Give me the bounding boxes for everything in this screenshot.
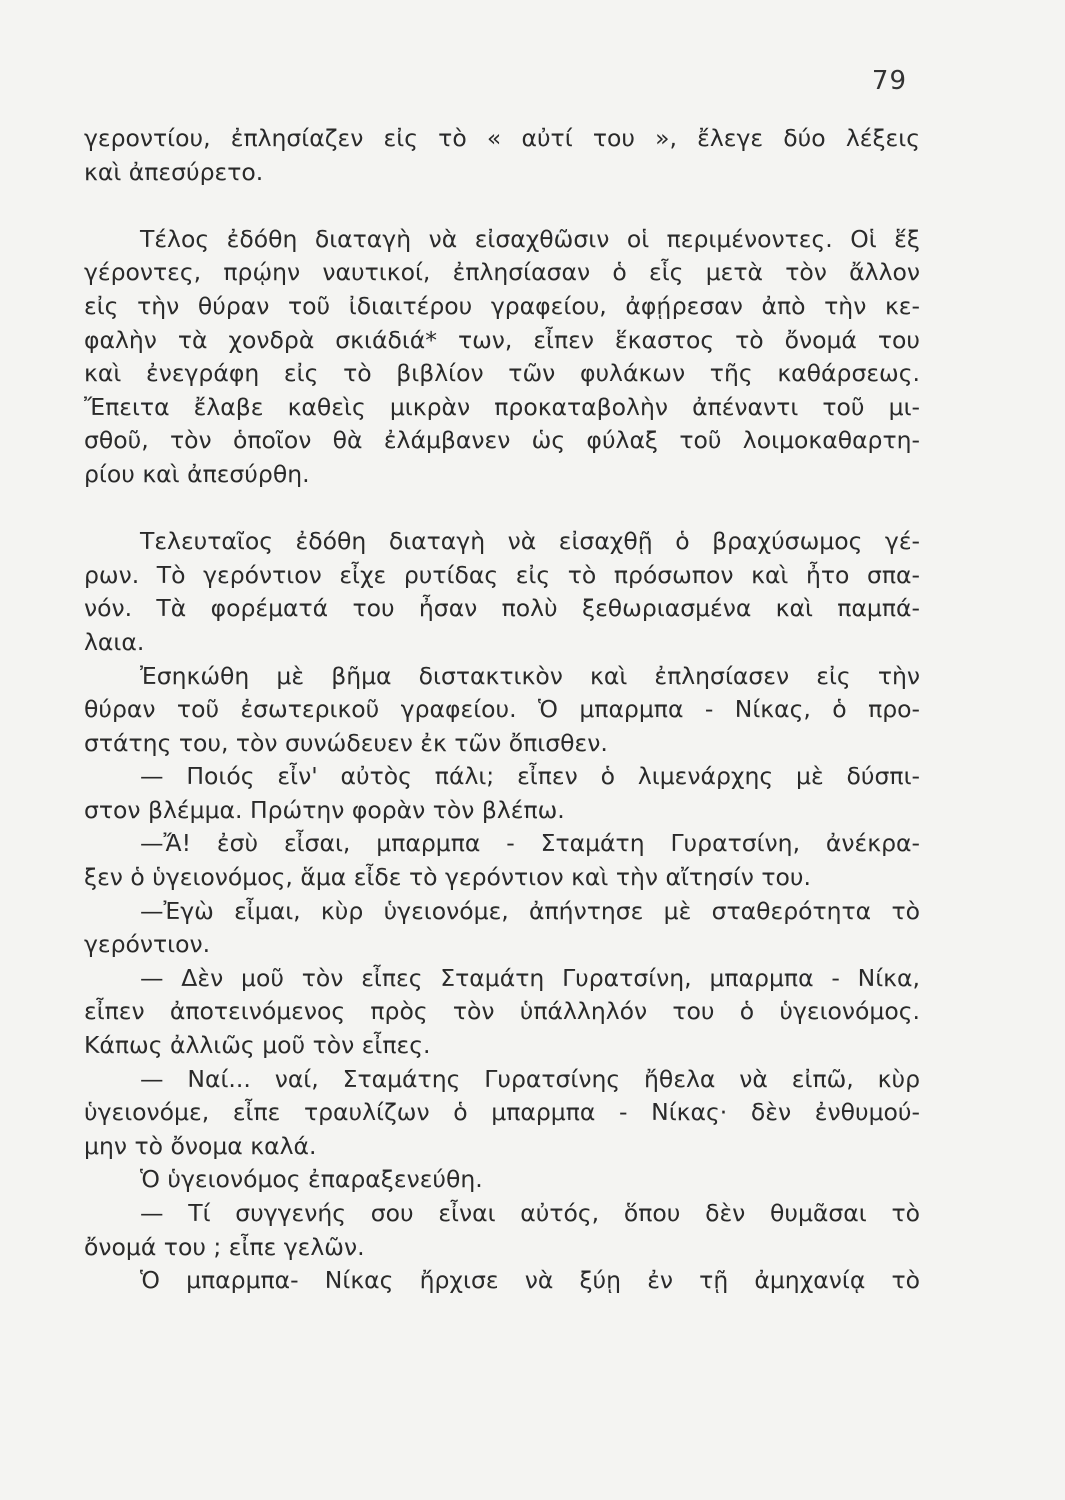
paragraph [84, 1197, 920, 1264]
text-line: σθοῦ, τὸν ὁποῖον θὰ ἐλάμβανεν ὡς φύλαξ τοῦ λοιμοκαθαρτη- [84, 426, 920, 455]
text-line: καὶ ἀπεσύρετο. [84, 157, 264, 186]
text-line: Τέλος ἐδόθη διαταγὴ νὰ εἰσαχθῶσιν οἱ περιμένοντες. Οἱ ἕξ [140, 224, 920, 253]
text-line: θύραν τοῦ ἐσωτερικοῦ γραφείου. Ὁ μπαρμπα - Νίκας, ὁ προ- [84, 695, 920, 724]
text-line: Κάπως ἀλλιῶς μοῦ τὸν εἶπες. [84, 1031, 431, 1060]
paragraph [84, 1163, 920, 1197]
text-line: εἰς τὴν θύραν τοῦ ἰδιαιτέρου γραφείου, ἀφῄρεσαν ἀπὸ τὴν κε- [84, 291, 920, 320]
text-line: λαια. [84, 627, 145, 656]
text-line: ξεν ὁ ὑγειονόμος, ἅμα εἶδε τὸ γερόντιον καὶ τὴν αἴτησίν του. [84, 863, 811, 892]
text-line: μην τὸ ὄνομα καλά. [84, 1131, 317, 1160]
text-line: — Τί συγγενής σου εἶναι αὐτός, ὅπου δὲν θυμᾶσαι τὸ [140, 1199, 920, 1227]
text-line: ρων. Τὸ γερόντιον εἶχε ρυτίδας εἰς τὸ πρόσωπον καὶ ἦτο σπα- [84, 560, 920, 589]
text-line: εἶπεν ἀποτεινόμενος πρὸς τὸν ὑπάλληλόν του ὁ ὑγειονόμος. [84, 997, 920, 1026]
paragraph [84, 122, 920, 189]
text-line: — Ποιός εἶν' αὐτὸς πάλι; εἶπεν ὁ λιμενάρχης μὲ δύσπι- [140, 762, 920, 791]
text-line: — Δὲν μοῦ τὸν εἶπες Σταμάτη Γυρατσίνη, μπαρμπα - Νίκα, [140, 963, 920, 992]
paragraph [84, 223, 920, 492]
text-line: ρίου καὶ ἀπεσύρθη. [84, 459, 310, 488]
text-line: νόν. Τὰ φορέματά του ἦσαν πολὺ ξεθωριασμένα καὶ παμπά- [84, 594, 920, 623]
paragraph [84, 962, 920, 1063]
page-number: 79 [871, 66, 907, 96]
text-line: Ἐσηκώθη μὲ βῆμα διστακτικὸν καὶ ἐπλησίασεν εἰς τὴν [140, 661, 920, 690]
text-line: —Ἄ! ἐσὺ εἶσαι, μπαρμπα - Σταμάτη Γυρατσίνη, ἀνέκρα- [140, 829, 920, 858]
paragraph [84, 895, 920, 962]
text-line: — Ναί... ναί, Σταμάτης Γυρατσίνης ἤθελα νὰ εἰπῶ, κὺρ [140, 1064, 920, 1093]
text-line: Τελευταῖος ἐδόθη διαταγὴ νὰ εἰσαχθῇ ὁ βραχύσωμος γέ- [140, 527, 920, 556]
text-line: Ὁ ὑγειονόμος ἐπαραξενεύθη. [140, 1165, 483, 1194]
text-line: Ἔπειτα ἔλαβε καθεὶς μικρὰν προκαταβολὴν ἀπέναντι τοῦ μι- [84, 392, 920, 421]
body-text [84, 122, 920, 1298]
text-line: στον βλέμμα. Πρώτην φορὰν τὸν βλέπω. [84, 795, 565, 824]
text-line: φαλὴν τὰ χονδρὰ σκιάδιά* των, εἶπεν ἕκαστος τὸ ὄνομά του [84, 325, 920, 354]
paragraph-gap [84, 189, 920, 223]
paragraph [84, 525, 920, 659]
text-line: Ὁ μπαρμπα- Νίκας ἤρχισε νὰ ξύῃ ἐν τῇ ἀμηχανίᾳ τὸ [140, 1266, 920, 1295]
paragraph-gap [84, 492, 920, 526]
paragraph [84, 660, 920, 761]
text-line: καὶ ἐνεγράφη εἰς τὸ βιβλίον τῶν φυλάκων τῆς καθάρσεως. [84, 359, 920, 388]
text-line: ὑγειονόμε, εἶπε τραυλίζων ὁ μπαρμπα - Νίκας· δὲν ἐνθυμού- [84, 1098, 920, 1127]
text-line: γερόντιον. [84, 930, 211, 959]
text-line: —Ἐγὼ εἶμαι, κὺρ ὑγειονόμε, ἀπήντησε μὲ σταθερότητα τὸ [140, 896, 920, 925]
text-line: στάτης του, τὸν συνώδευεν ἐκ τῶν ὄπισθεν. [84, 728, 608, 757]
paragraph [84, 1063, 920, 1164]
paragraph [84, 827, 920, 894]
text-line: γέροντες, πρῴην ναυτικοί, ἐπλησίασαν ὁ εἷς μετὰ τὸν ἄλλον [84, 258, 920, 287]
text-line: ὄνομά του ; εἶπε γελῶν. [84, 1232, 365, 1261]
text-line: γεροντίου, ἐπλησίαζεν εἰς τὸ « αὐτί του », ἔλεγε δύο λέξεις [84, 124, 920, 152]
paragraph [84, 1264, 920, 1298]
paragraph [84, 760, 920, 827]
